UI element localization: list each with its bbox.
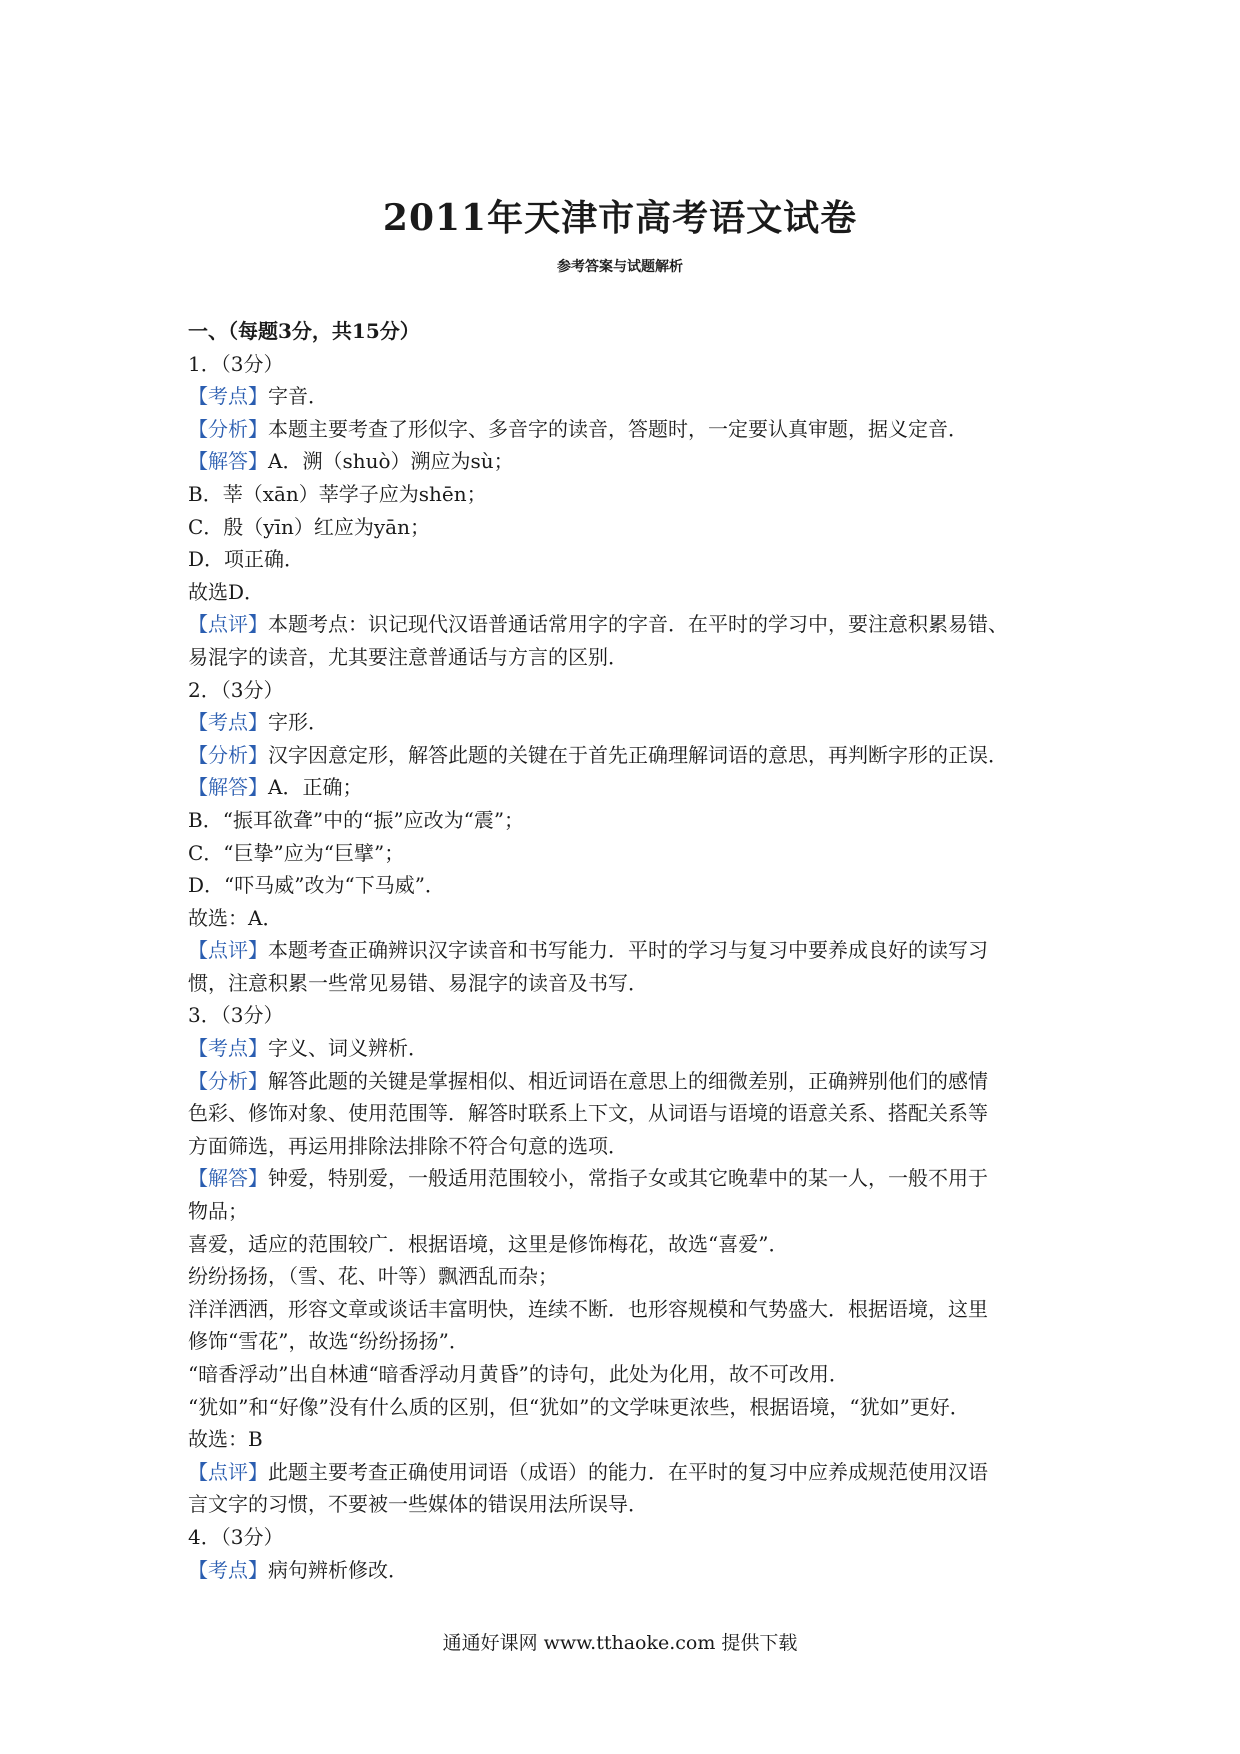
text-line <box>188 771 1068 804</box>
line-text: 2．（3分） <box>188 677 284 702</box>
text-line <box>188 478 1068 511</box>
text-line <box>188 1032 1068 1065</box>
tag-label: 【考点】 <box>188 384 268 409</box>
line-text: 病句辨析修改． <box>268 1557 408 1582</box>
text-line <box>188 1423 1068 1456</box>
tag-label: 【解答】 <box>188 449 268 474</box>
line-text: 洋洋洒洒，形容文章或谈话丰富明快，连续不断．也形容规模和气势盛大．根据语境，这里 <box>188 1296 988 1321</box>
line-text: 钟爱，特别爱，一般适用范围较小，常指子女或其它晚辈中的某一人，一般不用于 <box>268 1166 988 1191</box>
line-text: “犹如”和“好像”没有什么质的区别，但“犹如”的文学味更浓些，根据语境，“犹如”更好． <box>188 1394 970 1419</box>
text-line <box>188 739 1068 772</box>
line-text: B．“振耳欲聋”中的“振”应改为“震”； <box>188 807 525 832</box>
text-line <box>188 608 1068 641</box>
line-text: 本题主要考查了形似字、多音字的读音，答题时，一定要认真审题，据义定音． <box>268 416 968 441</box>
text-line <box>188 1554 1068 1587</box>
text-line <box>188 1130 1068 1163</box>
line-text: 1．（3分） <box>188 351 284 376</box>
document-subtitle: 参考答案与试题解析 <box>557 259 683 275</box>
tag-label: 【分析】 <box>188 742 268 767</box>
text-line <box>188 1260 1068 1293</box>
line-text: 故选D． <box>188 579 265 604</box>
text-line <box>188 1325 1068 1358</box>
line-text: 言文字的习惯，不要被一些媒体的错误用法所误导． <box>188 1492 648 1517</box>
text-line <box>188 445 1068 478</box>
text-line <box>188 1162 1068 1195</box>
tag-label: 【考点】 <box>188 1036 268 1061</box>
line-text: 一、（每题3分，共15分） <box>188 319 420 343</box>
line-text: 故选：A． <box>188 905 283 930</box>
line-text: “暗香浮动”出自林逋“暗香浮动月黄昏”的诗句，此处为化用，故不可改用． <box>188 1362 849 1386</box>
document-body <box>188 315 1068 1586</box>
line-text: A．正确； <box>268 775 363 800</box>
text-line <box>188 1358 1068 1391</box>
line-text: 字音． <box>268 384 328 409</box>
text-line <box>188 1488 1068 1521</box>
text-line <box>188 1456 1068 1489</box>
text-line <box>188 348 1068 381</box>
line-text: 方面筛选，再运用排除法排除不符合句意的选项． <box>188 1133 628 1158</box>
tag-label: 【点评】 <box>188 612 268 637</box>
text-line <box>188 1521 1068 1554</box>
text-line <box>188 511 1068 544</box>
line-text: 故选：B <box>188 1427 263 1452</box>
text-line <box>188 837 1068 870</box>
line-text: 此题主要考查正确使用词语（成语）的能力．在平时的复习中应养成规范使用汉语 <box>268 1459 988 1484</box>
line-text: 色彩、修饰对象、使用范围等．解答时联系上下文，从词语与语境的语意关系、搭配关系等 <box>188 1101 988 1126</box>
text-line <box>188 413 1068 446</box>
text-line <box>188 967 1068 1000</box>
text-line <box>188 706 1068 739</box>
text-line <box>188 1228 1068 1261</box>
line-text: 解答此题的关键是掌握相似、相近词语在意思上的细微差别，正确辨别他们的感情 <box>268 1068 988 1093</box>
line-text: 喜爱，适应的范围较广．根据语境，这里是修饰梅花，故选“喜爱”． <box>188 1231 789 1256</box>
line-text: 字形． <box>268 710 328 735</box>
tag-label: 【分析】 <box>188 1068 268 1093</box>
line-text: A．溯（shuò）溯应为sù； <box>268 449 514 474</box>
line-text: 易混字的读音，尤其要注意普通话与方言的区别． <box>188 644 628 669</box>
line-text: 本题考查正确辨识汉字读音和书写能力．平时的学习与复习中要养成良好的读写习 <box>268 938 988 963</box>
line-text: 本题考点：识记现代汉语普通话常用字的字音．在平时的学习中，要注意积累易错、 <box>268 612 1008 637</box>
line-text: B．莘（xān）莘学子应为shēn； <box>188 481 487 506</box>
tag-label: 【考点】 <box>188 710 268 735</box>
text-line <box>188 1293 1068 1326</box>
text-line <box>188 804 1068 837</box>
tag-label: 【解答】 <box>188 1166 268 1191</box>
tag-label: 【点评】 <box>188 1459 268 1484</box>
text-line <box>188 380 1068 413</box>
text-line <box>188 902 1068 935</box>
line-text: 修饰“雪花”，故选“纷纷扬扬”． <box>188 1329 469 1354</box>
line-text: 4．（3分） <box>188 1524 284 1549</box>
text-line <box>188 1097 1068 1130</box>
text-line <box>188 641 1068 674</box>
tag-label: 【点评】 <box>188 938 268 963</box>
section-heading <box>188 315 1068 348</box>
text-line <box>188 1195 1068 1228</box>
line-text: 物品； <box>188 1199 248 1224</box>
text-line <box>188 1391 1068 1424</box>
text-line <box>188 543 1068 576</box>
line-text: 汉字因意定形，解答此题的关键在于首先正确理解词语的意思，再判断字形的正误． <box>268 742 1008 767</box>
text-line <box>188 934 1068 967</box>
line-text: D．“吓马威”改为“下马威”． <box>188 873 445 898</box>
document-title: 2011年天津市高考语文试卷 <box>382 197 858 239</box>
text-line <box>188 576 1068 609</box>
line-text: 3．（3分） <box>188 1003 284 1028</box>
line-text: D．项正确． <box>188 547 305 572</box>
tag-label: 【分析】 <box>188 416 268 441</box>
line-text: 纷纷扬扬，（雪、花、叶等）飘洒乱而杂； <box>188 1264 558 1289</box>
text-line <box>188 1065 1068 1098</box>
text-line <box>188 869 1068 902</box>
page-footer: 通通好课网 www.tthaoke.com 提供下载 <box>442 1632 798 1654</box>
text-line <box>188 674 1068 707</box>
tag-label: 【考点】 <box>188 1557 268 1582</box>
text-line <box>188 999 1068 1032</box>
line-text: 惯，注意积累一些常见易错、易混字的读音及书写． <box>188 970 648 995</box>
line-text: 字义、词义辨析． <box>268 1036 428 1061</box>
line-text: C．殷（yīn）红应为yān； <box>188 514 430 539</box>
line-text: C．“巨挚”应为“巨擘”； <box>188 840 405 865</box>
tag-label: 【解答】 <box>188 775 268 800</box>
